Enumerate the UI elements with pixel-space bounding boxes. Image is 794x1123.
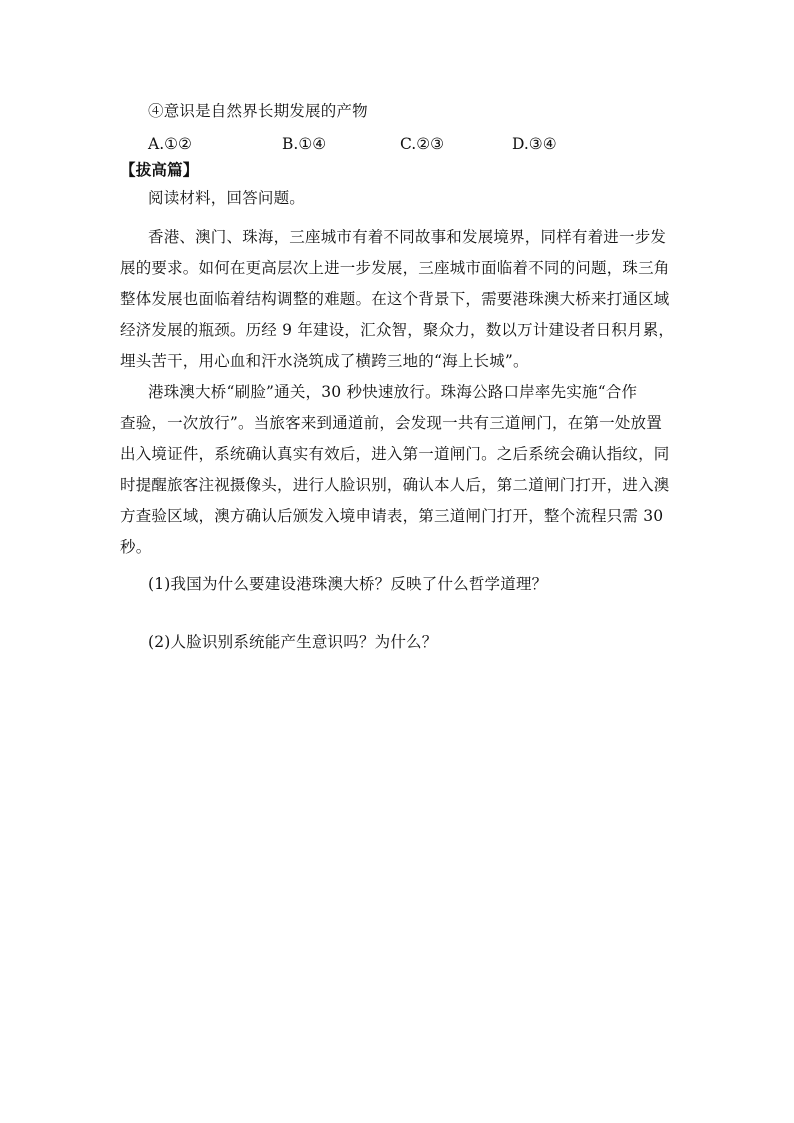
option-d: D.③④ (512, 135, 557, 153)
material-line: 埋头苦干，用心血和汗水浇筑成了横跨三地的“海上长城”。 (120, 352, 529, 370)
material-line: 展的要求。如何在更高层次上进一步发展，三座城市面临着不同的问题，珠三角 (120, 259, 670, 277)
material-line: 经济发展的瓶颈。历经 9 年建设，汇众智，聚众力，数以万计建设者日积月累， (120, 321, 675, 339)
section-title: 【拔高篇】 (120, 160, 199, 179)
option-a: A.①② (148, 135, 192, 153)
material-line: 查验，一次放行”。当旅客来到通道前，会发现一共有三道闸门，在第一处放置 (120, 414, 662, 432)
option-c: C.②③ (400, 135, 445, 153)
statement-4: ④意识是自然界长期发展的产物 (148, 102, 368, 120)
material-line: 时提醒旅客注视摄像头，进行人脸识别，确认本人后，第二道闸门打开，进入澳 (120, 476, 670, 494)
material-line: 秒。 (120, 538, 152, 556)
material-line: 港珠澳大桥“刷脸”通关，30 秒快速放行。珠海公路口岸率先实施“合作 (148, 383, 638, 401)
material-line: 方查验区域，澳方确认后颁发入境申请表，第三道闸门打开，整个流程只需 30 (120, 507, 664, 525)
option-b: B.①④ (282, 135, 327, 153)
question-2: (2)人脸识别系统能产生意识吗？为什么？ (148, 633, 438, 651)
material-line: 整体发展也面临着结构调整的难题。在这个背景下，需要港珠澳大桥来打通区域 (120, 290, 670, 308)
material-line: 出入境证件，系统确认真实有效后，进入第一道闸门。之后系统会确认指纹，同 (120, 445, 670, 463)
material-line: 香港、澳门、珠海，三座城市有着不同故事和发展境界，同样有着进一步发 (148, 228, 667, 246)
question-1: (1)我国为什么要建设港珠澳大桥？反映了什么哲学道理？ (148, 575, 548, 593)
instruction: 阅读材料，回答问题。 (148, 189, 306, 207)
